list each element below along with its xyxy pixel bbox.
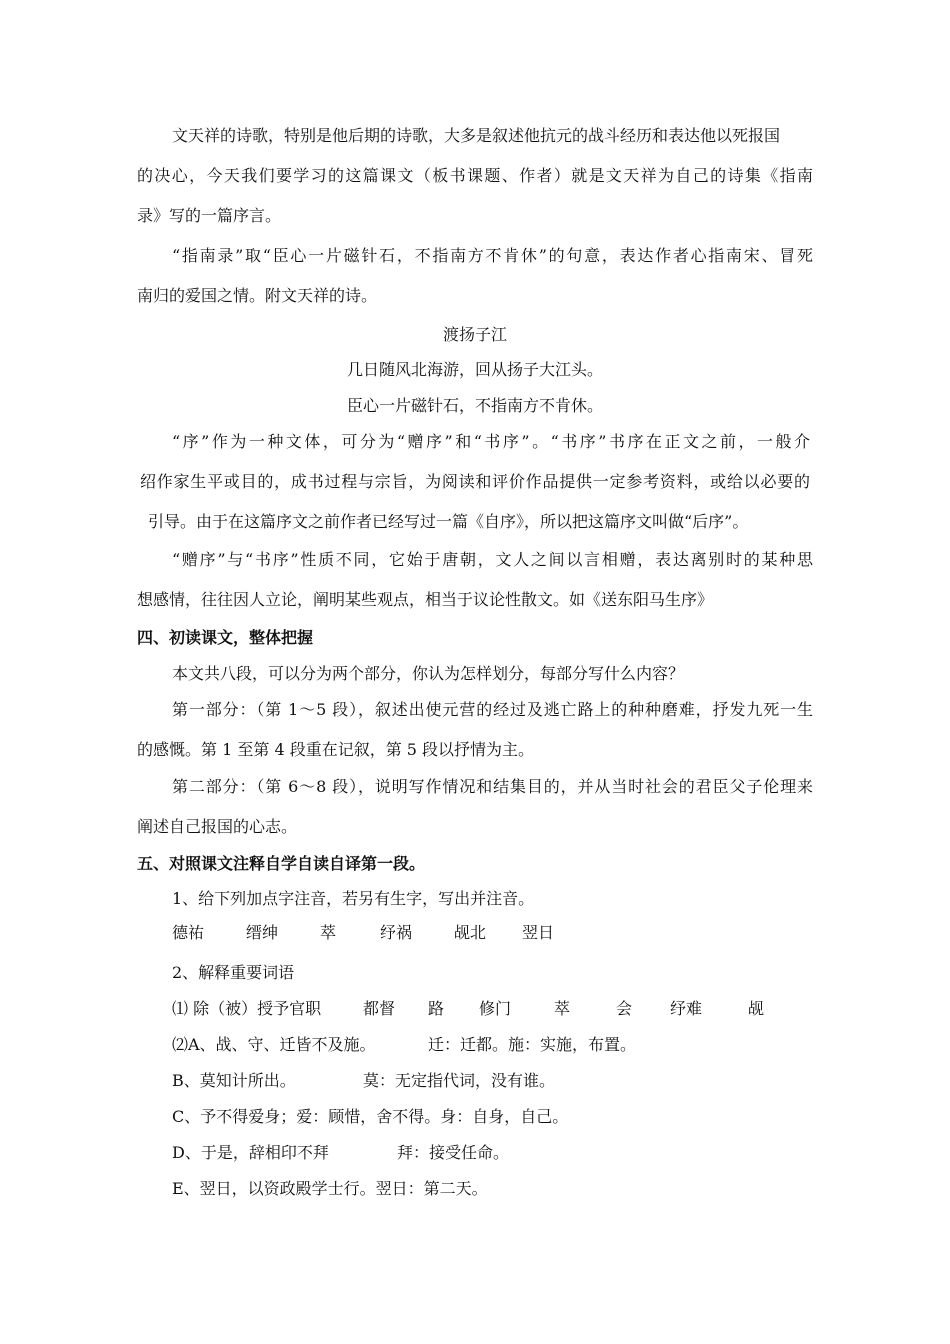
explain-item: B、莫知计所出。 (172, 1071, 296, 1090)
vocab-word: 缙绅 (246, 923, 279, 942)
poem-line: 臣心一片磁针石，不指南方不肯休。 (346, 396, 603, 415)
paragraph-line: 绍作家生平或目的，成书过程与宗旨，为阅读和评价作品提供一定参考资料，或给以必要的 (140, 472, 810, 491)
term-item: 觇 (748, 999, 765, 1018)
paragraph-line: 南归的爱国之情。附文天祥的诗。 (137, 286, 378, 305)
explain-meaning: 拜：接受任命。 (397, 1143, 510, 1162)
vocab-word: 萃 (320, 923, 337, 942)
paragraph-line: 的决心，今天我们要学习的这篇课文（板书课题、作者）就是文天祥为自己的诗集《指南 (137, 166, 813, 185)
paragraph-line: 录》写的一篇序言。 (137, 206, 282, 225)
explain-meaning: 迁：迁都。施：实施，布置。 (428, 1035, 637, 1054)
explain-item: D、于是，辞相印不拜 (172, 1143, 329, 1162)
term-item: 路 (428, 999, 445, 1018)
explain-item: E、翌日，以资政殿学士行。翌日：第二天。 (172, 1179, 488, 1198)
term-item: 修门 (479, 999, 512, 1018)
paragraph-line: 的感慨。第 1 至第 4 段重在记叙，第 5 段以抒情为主。 (137, 740, 535, 759)
term-item: 纾难 (670, 999, 703, 1018)
explain-item: C、予不得爱身；爱：顾惜，舍不得。身：自身，自己。 (172, 1107, 569, 1126)
task-line: 2、解释重要词语 (172, 963, 295, 982)
term-item: 都督 (363, 999, 396, 1018)
vocab-word: 德祐 (172, 923, 205, 942)
poem-line: 几日随风北海游，回从扬子大江头。 (346, 360, 603, 379)
section-heading: 五、对照课文注释自学自读自译第一段。 (137, 854, 426, 873)
paragraph-line: “赠序”与“书序”性质不同，它始于唐朝，文人之间以言相赠，表达离别时的某种思 (172, 550, 813, 569)
paragraph-line: 阐述自己报国的心志。 (137, 817, 298, 836)
vocab-word: 觇北 (454, 923, 487, 942)
term-item: 萃 (554, 999, 571, 1018)
term-item: 会 (616, 999, 633, 1018)
vocab-word: 纾祸 (380, 923, 413, 942)
paragraph-line: 文天祥的诗歌，特别是他后期的诗歌，大多是叙述他抗元的战斗经历和表达他以死报国 (172, 126, 781, 145)
section-heading: 四、初读课文，整体把握 (137, 628, 314, 647)
paragraph-line: 第二部分：（第 6～8 段），说明写作情况和结集目的，并从当时社会的君臣父子伦理来 (172, 777, 813, 796)
paragraph-line: “指南录”取“臣心一片磁针石，不指南方不肯休”的句意，表达作者心指南宋、冒死 (172, 246, 813, 265)
explain-item: ⑵A、战、守、迁皆不及施。 (172, 1035, 376, 1054)
task-line: 1、给下列加点字注音，若另有生字，写出并注音。 (172, 889, 535, 908)
term-item: ⑴ 除（被）授予官职 (172, 999, 322, 1018)
poem-title: 渡扬子江 (442, 325, 507, 344)
paragraph-line: 本文共八段，可以分为两个部分，你认为怎样划分，每部分写什么内容？ (172, 664, 685, 683)
vocab-word: 翌日 (522, 923, 555, 942)
paragraph-line: “序”作为一种文体，可分为“赠序”和“书序”。“书序”书序在正文之前，一般介 (172, 432, 810, 451)
paragraph-line: 引导。由于在这篇序文之前作者已经写过一篇《自序》，所以把这篇序文叫做“后序”。 (148, 512, 749, 531)
explain-meaning: 莫：无定指代词，没有谁。 (363, 1071, 556, 1090)
paragraph-line: 想感情，往往因人立论，阐明某些观点，相当于议论性散文。如《送东阳马生序》 (137, 590, 714, 609)
paragraph-line: 第一部分：（第 1～5 段），叙述出使元营的经过及逃亡路上的种种磨难，抒发九死一生 (172, 700, 813, 719)
